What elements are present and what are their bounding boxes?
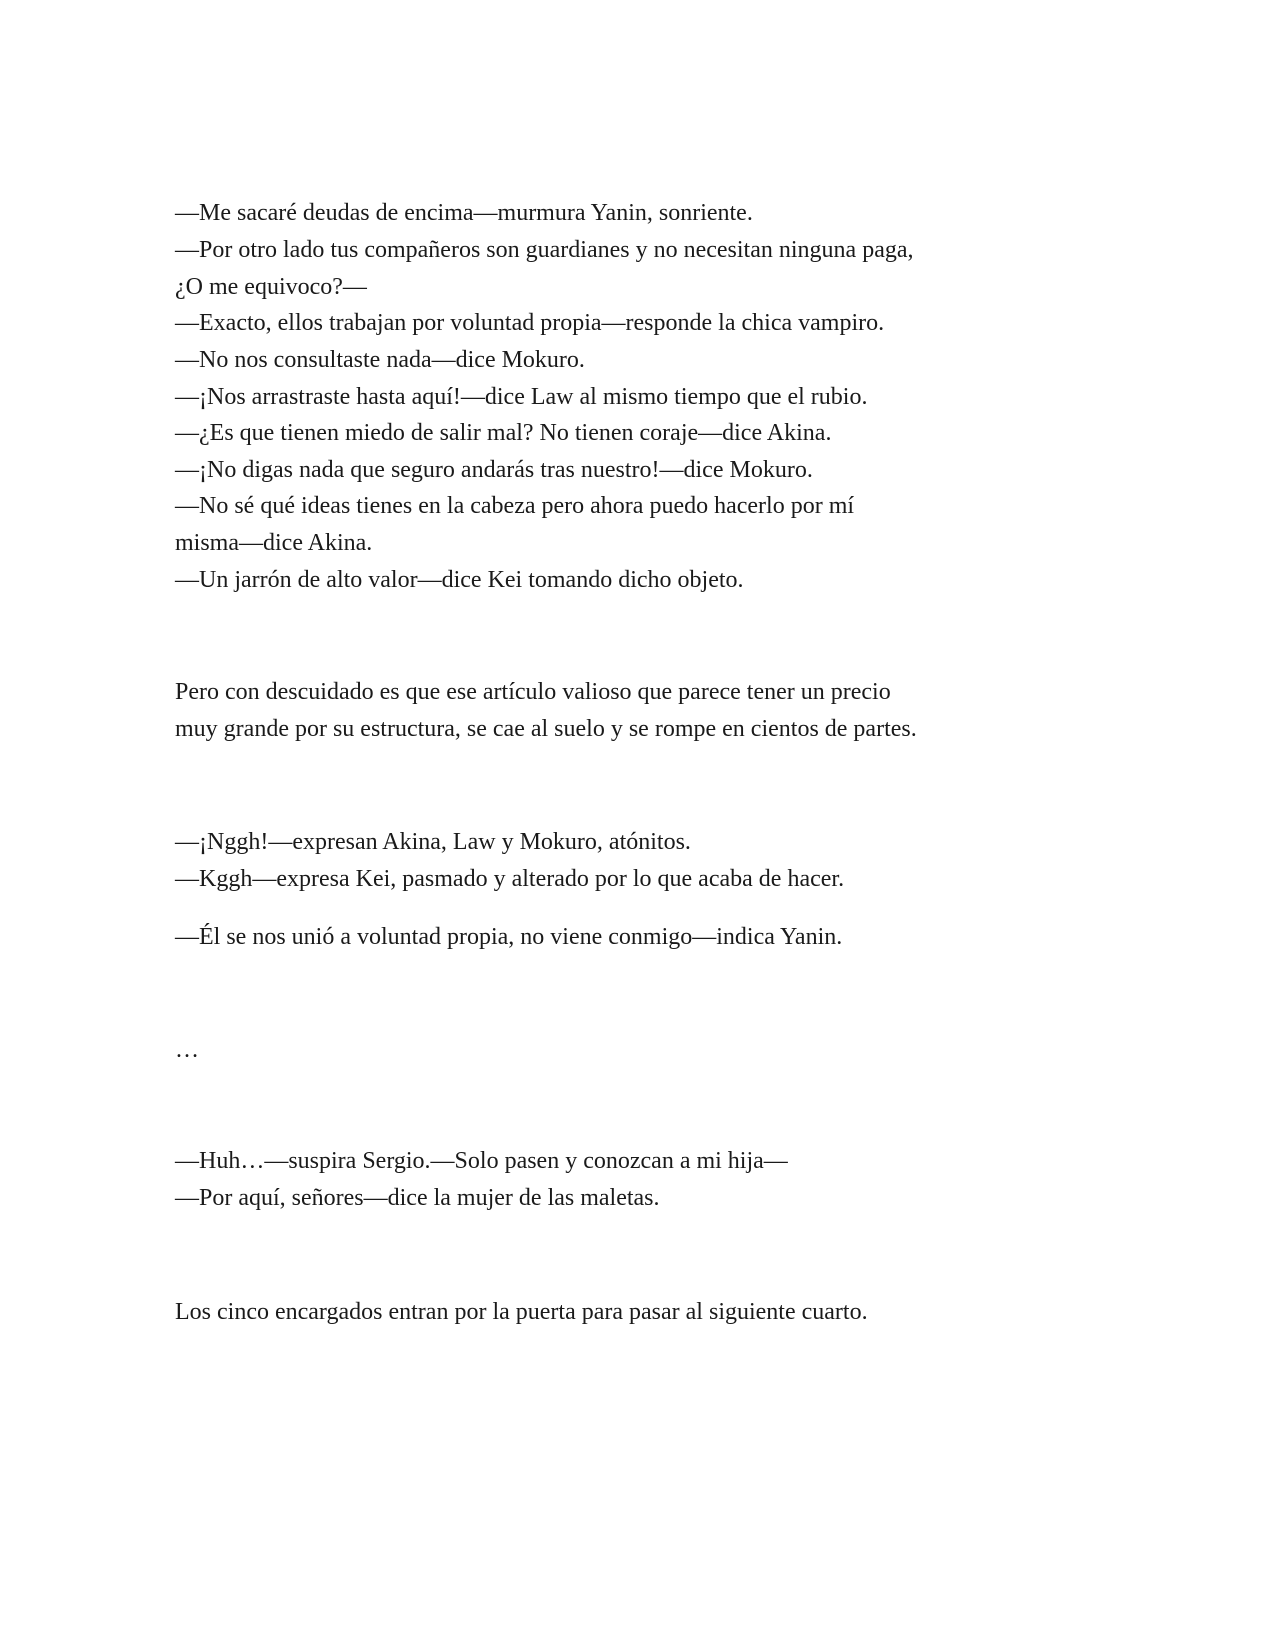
text-line: —¡Nos arrastraste hasta aquí!—dice Law al mismo tiempo que el rubio. xyxy=(175,384,868,410)
text-line: —Un jarrón de alto valor—dice Kei tomando dicho objeto. xyxy=(175,567,744,593)
text-line: —¿Es que tienen miedo de salir mal? No tienen coraje—dice Akina. xyxy=(175,420,832,446)
text-line: —No nos consultaste nada—dice Mokuro. xyxy=(175,347,585,373)
text-line: Los cinco encargados entran por la puerta para pasar al siguiente cuarto. xyxy=(175,1299,868,1325)
text-line: —¡No digas nada que seguro andarás tras nuestro!—dice Mokuro. xyxy=(175,457,813,483)
text-line: muy grande por su estructura, se cae al suelo y se rompe en cientos de partes. xyxy=(175,716,917,742)
text-line: ¿O me equivoco?— xyxy=(175,274,367,300)
text-line: misma—dice Akina. xyxy=(175,530,373,556)
text-line: —Kggh—expresa Kei, pasmado y alterado por lo que acaba de hacer. xyxy=(175,866,845,892)
scene-break-ellipsis: … xyxy=(175,1037,199,1063)
text-line: —Exacto, ellos trabajan por voluntad propia—responde la chica vampiro. xyxy=(175,310,885,336)
text-line: —Por otro lado tus compañeros son guardianes y no necesitan ninguna paga, xyxy=(175,237,914,263)
text-line: —Huh…—suspira Sergio.—Solo pasen y conozcan a mi hija— xyxy=(175,1148,788,1174)
text-line: —Él se nos unió a voluntad propia, no viene conmigo—indica Yanin. xyxy=(175,924,843,950)
text-line: —No sé qué ideas tienes en la cabeza pero ahora puedo hacerlo por mí xyxy=(175,493,855,519)
text-line: Pero con descuidado es que ese artículo valioso que parece tener un precio xyxy=(175,679,891,705)
text-line: —¡Nggh!—expresan Akina, Law y Mokuro, atónitos. xyxy=(175,829,691,855)
text-line: —Me sacaré deudas de encima—murmura Yanin, sonriente. xyxy=(175,200,753,226)
text-line: —Por aquí, señores—dice la mujer de las maletas. xyxy=(175,1185,660,1211)
